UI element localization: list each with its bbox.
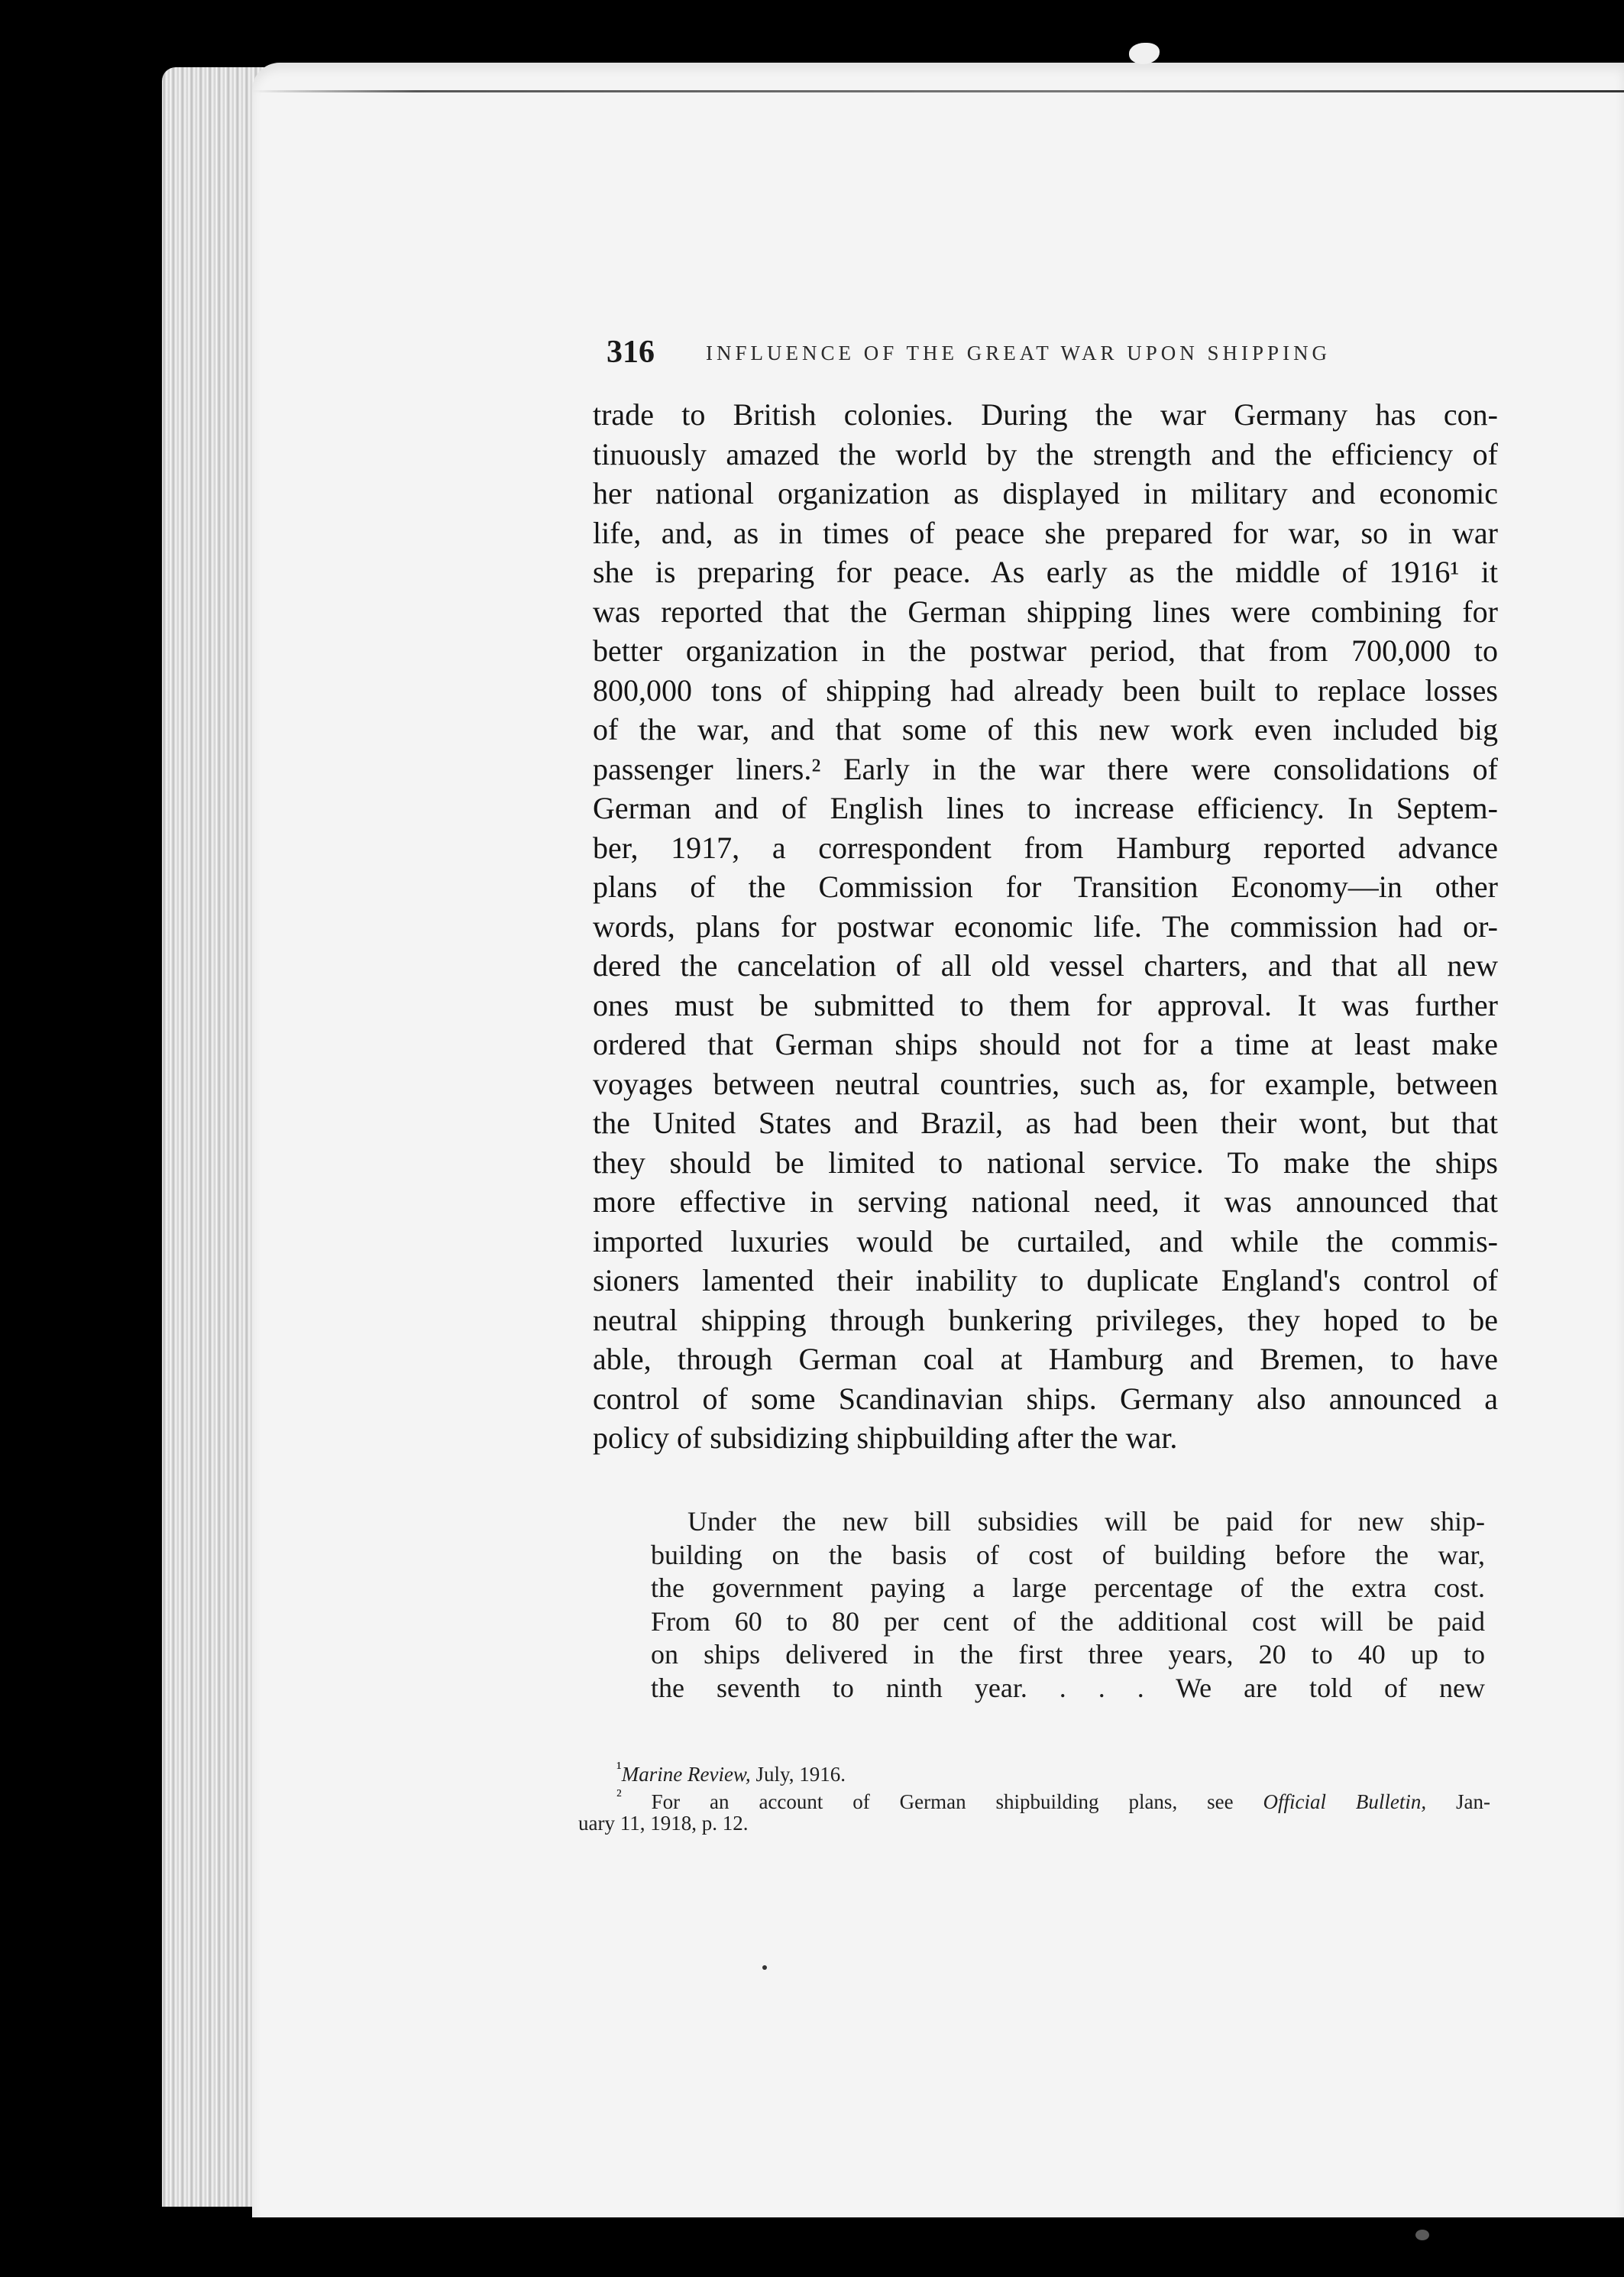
text-line: ber, 1917, a correspondent from Hamburg reported advance xyxy=(593,830,1498,865)
footnote-mark: ¹ xyxy=(616,1758,622,1777)
page-top-edge xyxy=(252,90,1624,92)
text-line: of the war, and that some of this new work even included big xyxy=(593,712,1498,747)
text-line: tinuously amazed the world by the strength and the efficiency of xyxy=(593,436,1498,471)
page-header xyxy=(607,334,1401,374)
footnote-text: For an account of German shipbuilding plans, see xyxy=(621,1790,1263,1813)
footnote-2-continued: uary 11, 1918, p. 12. xyxy=(578,1812,749,1835)
text-line: was reported that the German shipping lines were combining for xyxy=(593,594,1498,629)
page-number: 316 xyxy=(607,335,655,370)
text-line: voyages between neutral countries, such as, for example, between xyxy=(593,1066,1498,1101)
text-line: trade to British colonies. During the war Germany has con- xyxy=(593,397,1498,432)
text-line: the United States and Brazil, as had been their wont, but that xyxy=(593,1106,1498,1140)
text-line: dered the cancelation of all old vessel charters, and that all new xyxy=(593,948,1498,983)
text-line: her national organization as displayed in military and economic xyxy=(593,476,1498,510)
text-line: words, plans for postwar economic life. The commission had or- xyxy=(593,909,1498,944)
footnote-source: Official Bulletin, xyxy=(1263,1790,1427,1813)
footnote-mark: ² xyxy=(616,1786,622,1805)
scan-speck-bottom xyxy=(1415,2230,1429,2240)
text-line: 800,000 tons of shipping had already been built to replace losses xyxy=(593,672,1498,708)
text-line: imported luxuries would be curtailed, and while the commis- xyxy=(593,1223,1498,1258)
text-line: neutral shipping through bunkering privileges, they hoped to be xyxy=(593,1302,1498,1337)
footnote-2 xyxy=(578,1785,1490,1812)
text-line: sioners lamented their inability to duplicate England's control of xyxy=(593,1263,1498,1297)
quote-line: From 60 to 80 per cent of the additional cost will be paid xyxy=(651,1605,1485,1637)
text-line: ordered that German ships should not for a time at least make xyxy=(593,1027,1498,1061)
running-title: INFLUENCE OF THE GREAT WAR UPON SHIPPING xyxy=(706,342,1331,364)
text-line: passenger liners.² Early in the war there were consolidations of xyxy=(593,751,1498,786)
text-line: more effective in serving national need, it was announced that xyxy=(593,1184,1498,1219)
text-line: German and of English lines to increase efficiency. In Septem- xyxy=(593,791,1498,825)
scan-speck xyxy=(1129,43,1160,64)
footnote-1 xyxy=(578,1757,1490,1785)
footnote-date: July, 1916. xyxy=(750,1763,846,1786)
text-line: they should be limited to national service. To make the ships xyxy=(593,1145,1498,1180)
main-paragraph xyxy=(593,395,1498,1458)
quote-line: on ships delivered in the first three years, 20 to 40 up to xyxy=(651,1639,1485,1670)
text-line: plans of the Commission for Transition Economy—in other xyxy=(593,870,1498,904)
text-line: life, and, as in times of peace she prepared for war, so in war xyxy=(593,515,1498,550)
quote-line: the government paying a large percentage of the extra cost. xyxy=(651,1573,1485,1603)
text-line: policy of subsidizing shipbuilding after the war. xyxy=(593,1420,1178,1455)
text-line: control of some Scandinavian ships. Germany also announced a xyxy=(593,1381,1498,1416)
block-quote xyxy=(651,1505,1485,1705)
footnotes xyxy=(578,1757,1490,1834)
footnote-source: Marine Review, xyxy=(621,1763,751,1786)
quote-line: building on the basis of cost of building before the war, xyxy=(651,1539,1485,1570)
quote-line: the seventh to ninth year. . . . We are told of new xyxy=(651,1672,1485,1703)
scan-dot xyxy=(762,1965,767,1970)
text-line: ones must be submitted to them for approval. It was further xyxy=(593,987,1498,1022)
text-line: better organization in the postwar period, that from 700,000 to xyxy=(593,633,1498,668)
footnote-text-tail: Jan- xyxy=(1426,1790,1490,1813)
text-line: she is preparing for peace. As early as the middle of 1916¹ it xyxy=(593,555,1498,589)
text-line: able, through German coal at Hamburg and Bremen, to have xyxy=(593,1342,1498,1376)
quote-line: Under the new bill subsidies will be paid for new ship- xyxy=(687,1506,1485,1537)
